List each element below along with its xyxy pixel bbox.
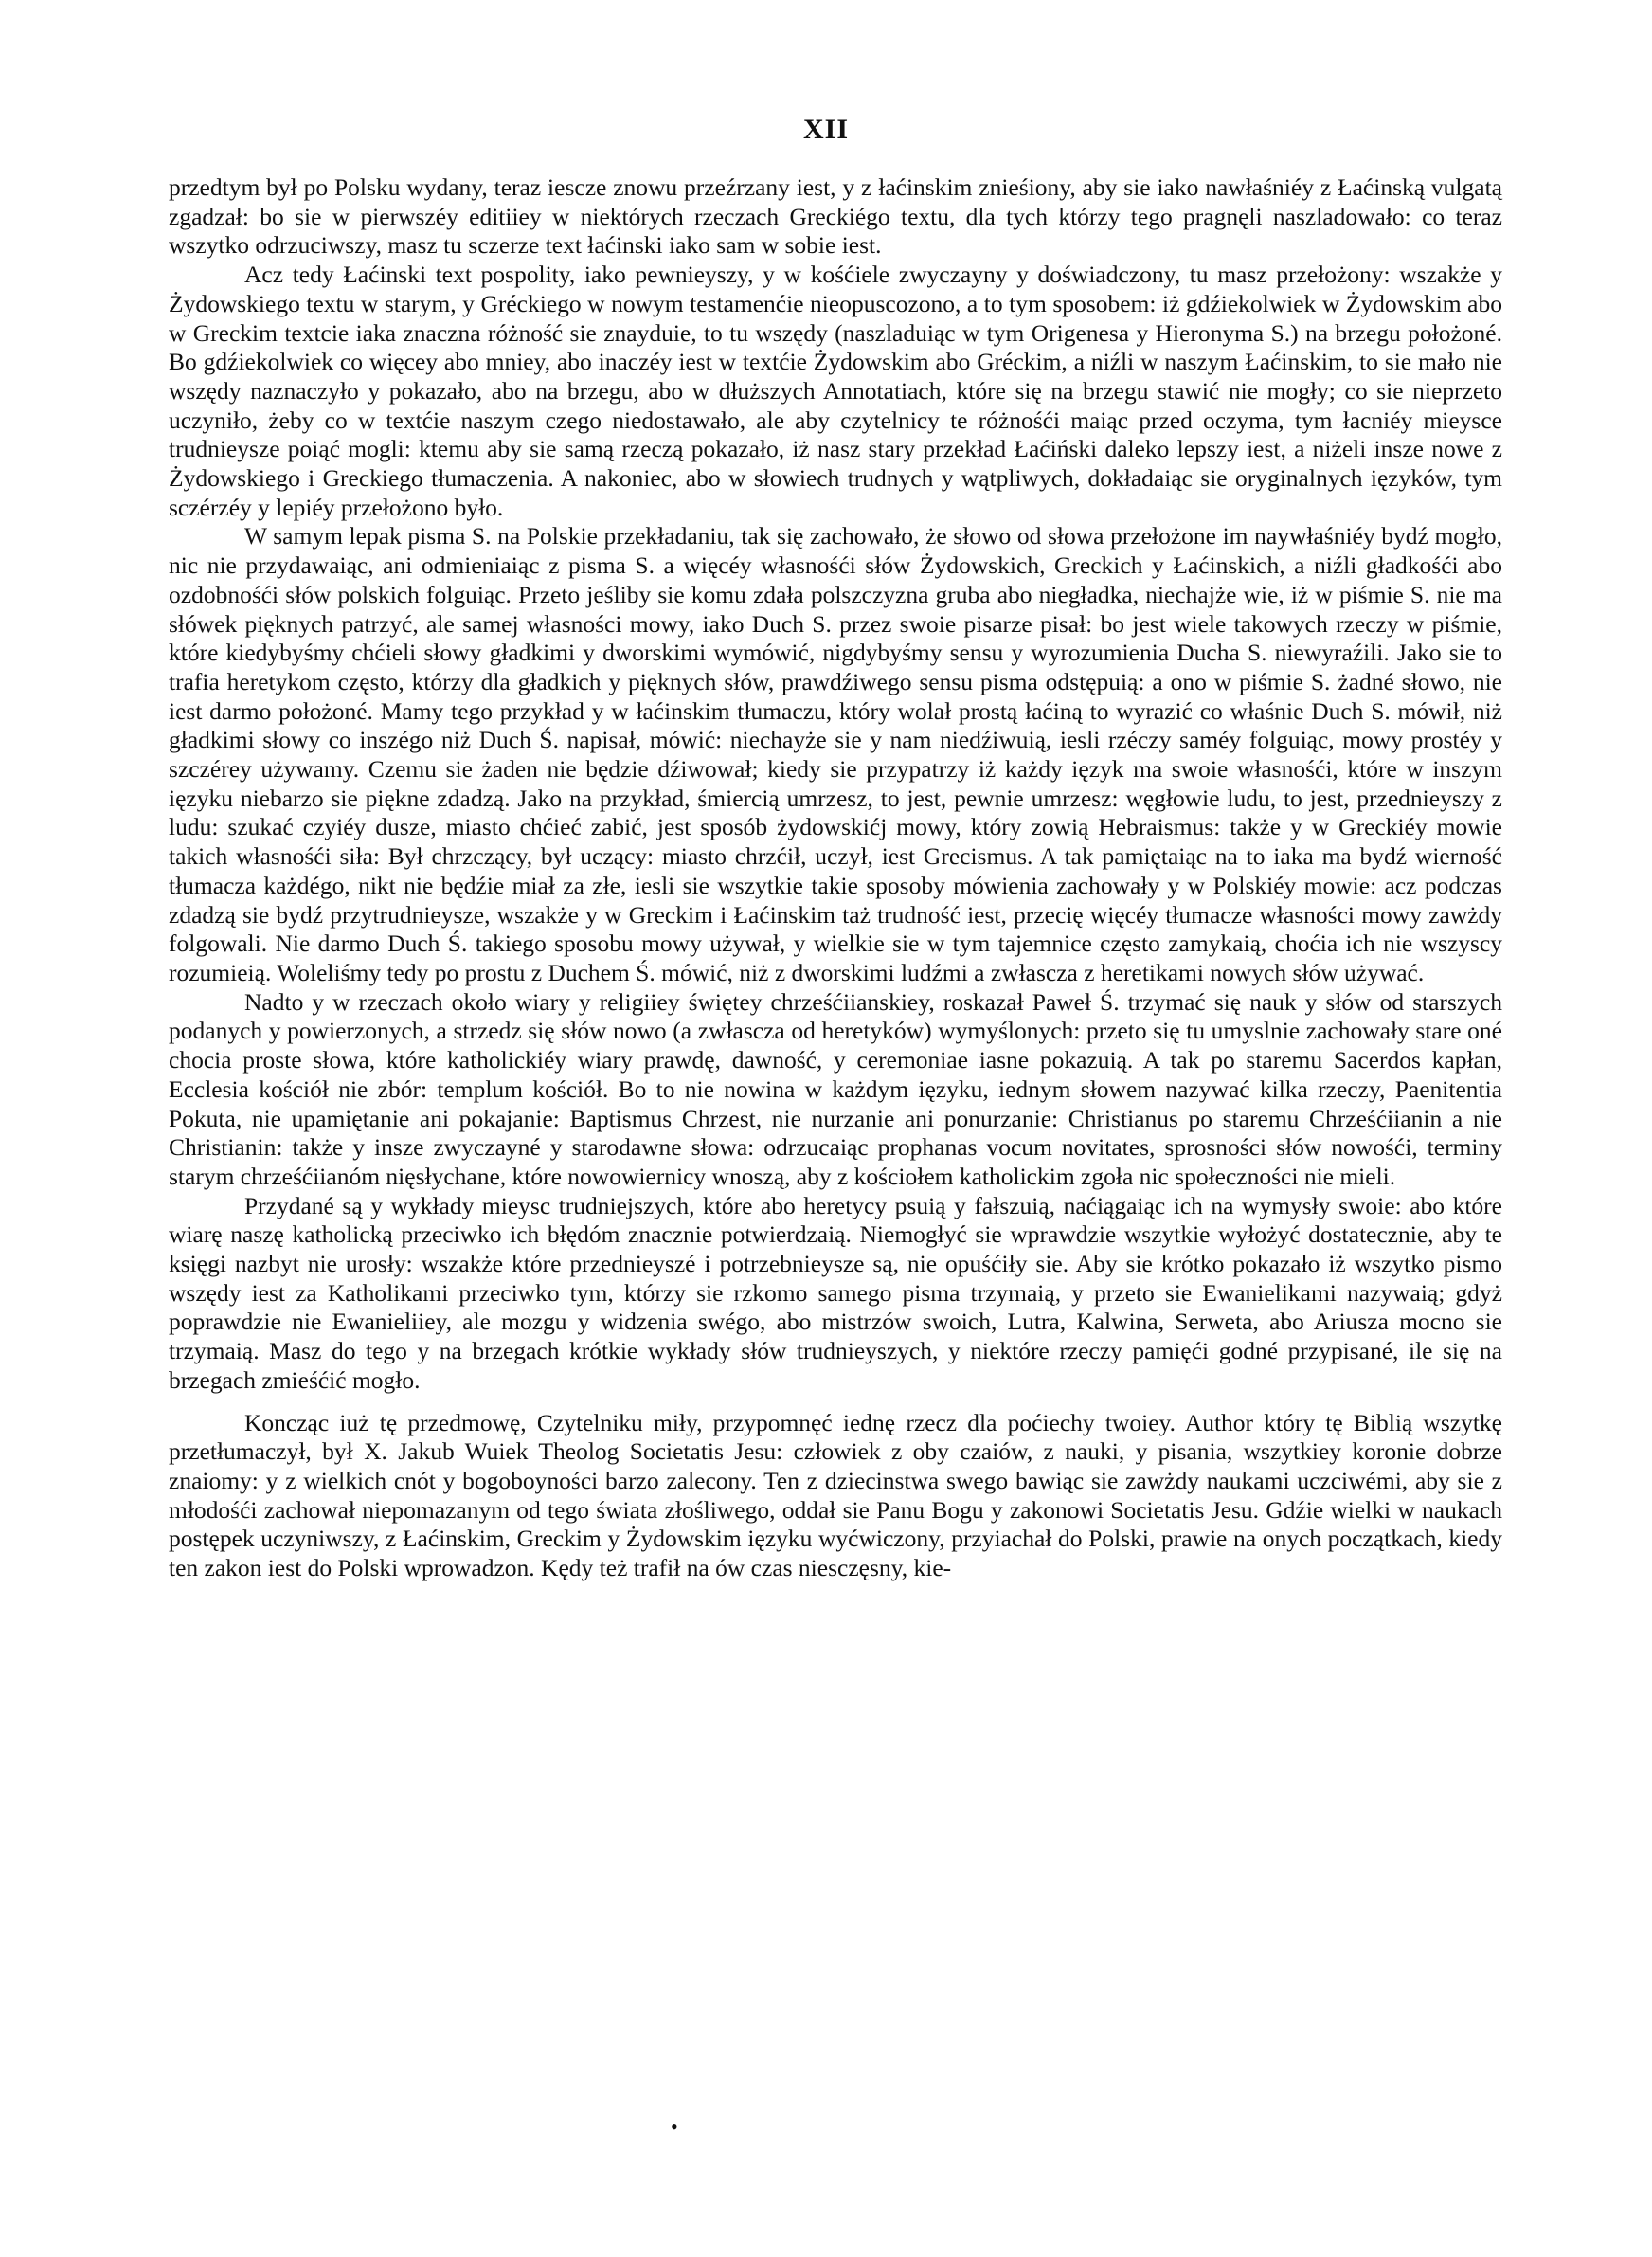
body-text <box>169 173 1502 1583</box>
page-number: XII <box>802 114 849 145</box>
paragraph-religious-terms: Nadto y w rzeczach około wiary y religiiey świętey chrześćiianskiey, roskazał Paweł Ś. trzymać się nauk y słów od starszych podanych y powierzonych, a strzedz się słów nowo (a zwłascza od heretyków) wymyślonych: przeto się tu umyslnie zachowały stare oné chocia proste słowa, które katholickiéy wiary prawdę, dawność, y ceremoniae iasne pokazuią. A tak po staremu Sacerdos kapłan, Ecclesia kościół nie zbór: templum kościół. Bo to nie nowina w każdym ięzyku, iednym słowem nazywać kilka rzeczy, Paenitentia Pokuta, nie upamiętanie ani pokajanie: Baptismus Chrzest, nie nurzanie ani ponurzanie: Christianus po staremu Chrześćiianin a nie Christianin: także y insze zwyczayné y starodawne słowa: odrzucaiąc prophanas vocum novitates, sprosności słów nowośći, terminy starym chrześćiianóm nięsłychane, które nowowiernicy wnoszą, aby z kościołem katholickim zgoła nic społeczności nie mieli. <box>169 987 1502 1190</box>
paragraph-latin-text: Acz tedy Łaćinski text pospolity, iako pewnieyszy, y w kośćiele zwyczayny y doświadczony, tu masz przełożony: wszakże y Żydowskiego textu w starym, y Gréckiego w nowym testamenćie nieopuscozono, a to tym sposobem: iż gdźiekolwiek w Żydowskim abo w Greckim textcie iaka znaczna różność sie znayduie, to tu wszędy (naszladuiąc w tym Origenesa y Hieronyma S.) na brzegu położoné. Bo gdźiekolwiek co więcey abo mniey, abo inaczéy iest w textćie Żydowskim abo Gréckim, a niźli w naszym Łaćinskim, to sie mało nie wszędy naznaczyło y pokazało, abo na brzegu, abo w dłuższych Annotatiach, które się na brzegu stawić nie mogły; co sie nieprzeto uczyniło, żeby co w textćie naszym czego niedostawało, ale aby czytelnicy te różnośći maiąc przed oczyma, tym łacniéy mieysce trudnieysze poiąć mogli: ktemu aby sie samą rzeczą pokazało, iż nasz stary przekład Łaćiński daleko lepszy iest, a niżeli insze nowe z Żydowskiego i Greckiego tłumaczenia. A nakoniec, abo w słowiech trudnych y wątpliwych, dokładaiąc sie oryginalnych ięzyków, tym sczérzéy y lepiéy przełożono było. <box>169 261 1502 521</box>
paragraph-author: Koncząc iuż tę przedmowę, Czytelniku miły, przypomnęć iednę rzecz dla poćiechy twoiey. Author który tę Biblią wszytkę przetłumaczył, był X. Jakub Wuiek Theolog Societatis Jesu: człowiek z oby czaiów, z nauki, y pisania, wszytkiey koronie dobrze znaiomy: y z wielkich cnót y bogoboyności barzo zalecony. Ten z dziecinstwa swego bawiąc sie zawżdy naukami uczciwémi, aby sie z młodośći zachował niepomazanym od tego świata złośliwego, oddał sie Panu Bogu y zakonowi Societatis Jesu. Gdźie wielki w naukach postępek uczyniwszy, z Łaćinskim, Greckim y Żydowskim ięzyku wyćwiczony, przyiachał do Polski, prawie na onych początkach, kiedy ten zakon iest do Polski wprowadzon. Kędy też trafił na ów czas niesczęsny, kie- <box>169 1408 1502 1582</box>
paragraph-commentary: Przydané są y wykłady mieysc trudniejszych, które abo heretycy psuią y fałszuią, naćiągaiąc ich na wymysły swoie: abo które wiarę naszę katholicką przeciwko ich błędóm znacznie potwierdzaią. Niemogłyć sie wprawdzie wszytkie wyłożyć dostatecznie, aby te księgi nazbyt nie urosły: wszakże które przednieyszé i potrzebnieysze są, nie opuśćiły sie. Aby sie krótko pokazało iż wszytko pismo wszędy iest za Katholikami przeciwko tym, którzy sie rzkomo samego pisma trzymaią, y przeto sie Ewanielikami nazywaią; gdyż poprawdzie nie Ewanieliiey, ale mozgu y widzenia swégo, abo mistrzów swoich, Lutra, Kalwina, Serweta, abo Ariusza mocno sie trzymaią. Masz do tego y na brzegach krótkie wykłady słów trudnieyszych, y niektóre rzeczy pamięći godné przypisané, ile się na brzegach zmieśćić mogło. <box>169 1191 1502 1394</box>
paragraph-translation-method: W samym lepak pisma S. na Polskie przekładaniu, tak się zachowało, że słowo od słowa przełożone im naywłaśniéy bydź mogło, nic nie przydawaiąc, ani odmieniaiąc z pisma S. a więcéy własnośći słów Żydowskich, Greckich y Łaćinskich, a niźli gładkośći abo ozdobnośći słów polskich folguiąc. Przeto jeśliby sie komu zdała polszczyzna gruba abo niegładka, niechajże wie, iż w piśmie S. nie ma słówek pięknych patrzyć, ale samej własności mowy, iako Duch S. przez swoie pisarze pisał: bo jest wiele takowych rzeczy w piśmie, które kiedybyśmy chćieli słowy gładkimi y dworskimi wymówić, nigdybyśmy sensu y wyrozumienia Ducha S. niewyraźili. Jako sie to trafia heretykom często, którzy dla gładkich y pięknych słów, prawdźiwego sensu pisma odstępuią: a ono w piśmie S. żadné słowo, nie iest darmo położoné. Mamy tego przykład y w łaćinskim tłumaczu, który wolał prostą łaćiną to wyrazić co właśnie Duch S. mówił, niż gładkimi słowy co inszégo niż Duch Ś. napisał, mówić: niechayże sie y nam niedźiwuią, iesli rzéczy saméy folguiąc, mowy prostéy y szczérey używamy. Czemu sie żaden nie będzie dźiwował; kiedy sie przypatrzy iż każdy ięzyk ma swoie własnośći, które w inszym ięzyku niebarzo sie piękne zdadzą. Jako na przykład, śmiercią umrzesz, to jest, pewnie umrzesz: węgłowie ludu, to jest, przednieyszy z ludu: szukać czyiéy dusze, miasto chćieć zabić, jest sposób żydowskićj mowy, który zowią Hebraismus: także y w Greckiéy mowie takich własnośći siła: Był chrzczący, był uczący: miasto chrzćił, uczył, iest Grecismus. A tak pamiętaiąc na to iaka ma bydź wierność tłumacza każdégo, nikt nie będźie miał za złe, iesli sie wszytkie takie sposoby mówienia zachowały y w Polskiéy mowie: acz podczas zdadzą sie bydź przytrudnieysze, wszakże y w Greckim i Łaćinskim taż trudność iest, przecię więcéy tłumacze własności mowy zawżdy folgowali. Nie darmo Duch Ś. takiego sposobu mowy używał, y wielkie sie w tym tajemnice często zamykaią, choćia ich nie wszyscy rozumieią. Woleliśmy tedy po prostu z Duchem Ś. mówić, niż z dworskimi ludźmi a zwłascza z heretikami nowych słów używać. <box>169 522 1502 986</box>
paragraph-continuation: przedtym był po Polsku wydany, teraz iescze znowu przeźrzany iest, y z łaćinskim znieśiony, aby sie iako nawłaśniéy z Łaćinską vulgatą zgadzał: bo sie w pierwszéy editiiey w niektórych rzeczach Greckiégo textu, dla tych którzy tego pragnęli naszladowało: co teraz wszytko odrzuciwszy, masz tu sczerze text łaćinski iako sam w sobie iest. <box>169 173 1502 260</box>
stray-ink-mark: • <box>671 2115 678 2139</box>
